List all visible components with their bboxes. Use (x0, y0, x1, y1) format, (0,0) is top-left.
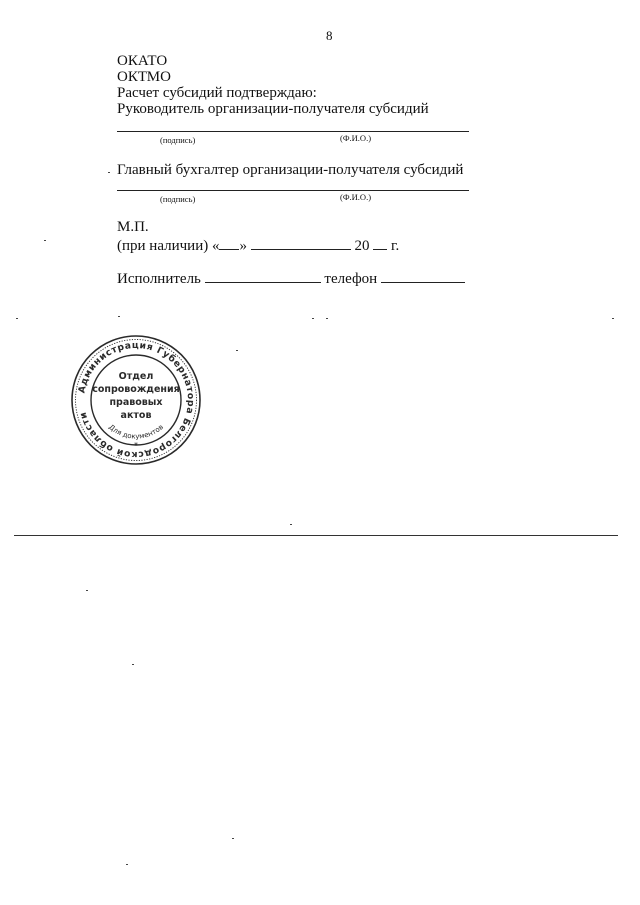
page-number: 8 (326, 28, 333, 43)
confirm-text: Расчет субсидий подтверждаю: (117, 85, 317, 101)
okato-label: ОКАТО (117, 53, 168, 69)
executor-blank (205, 269, 321, 283)
scan-speck (612, 318, 614, 319)
stamp-inner-line-4: актов (120, 410, 152, 421)
date-prefix: (при наличии) « (117, 238, 220, 254)
stamp-bottom-text: Для документов (107, 422, 165, 441)
scan-speck (132, 664, 134, 665)
mp-label: М.П. (117, 219, 149, 235)
accountant-signature-caption: (подпись) (160, 194, 196, 204)
date-mid: » (239, 238, 247, 254)
head-signature-caption: (подпись) (160, 135, 196, 145)
executor-label: Исполнитель (117, 271, 201, 287)
head-text: Руководитель организации-получателя субсидий (117, 101, 429, 117)
scan-speck (290, 524, 292, 525)
year-blank (373, 236, 387, 250)
accountant-fio-caption: (Ф.И.О.) (340, 192, 372, 202)
date-line (117, 236, 399, 255)
accountant-signature-line (117, 190, 469, 191)
day-blank (219, 236, 239, 250)
scan-speck (16, 318, 18, 319)
scan-speck (312, 318, 314, 319)
page-divider-line (14, 535, 618, 536)
scan-speck (86, 590, 88, 591)
phone-blank (381, 269, 465, 283)
month-blank (251, 236, 351, 250)
oktmo-label: ОКТМО (117, 69, 171, 85)
stamp-graphic (70, 334, 202, 466)
scan-speck (126, 864, 128, 865)
scan-speck (44, 240, 46, 241)
scan-speck (326, 318, 328, 319)
scan-speck (236, 350, 238, 351)
scan-speck (108, 172, 110, 173)
year-suffix: г. (390, 238, 400, 254)
stamp-outer-text: Администрация Губернатора Белгородской области (76, 339, 197, 461)
accountant-text: Главный бухгалтер организации-получателя субсидий (117, 162, 464, 178)
year-prefix: 20 (354, 238, 370, 254)
stamp-inner-line-2: сопровождения (92, 384, 180, 395)
executor-line (117, 269, 465, 288)
phone-label: телефон (324, 271, 378, 287)
stamp-inner-line-3: правовых (109, 397, 163, 408)
stamp-inner-line-1: Отдел (118, 371, 154, 382)
head-fio-caption: (Ф.И.О.) (340, 133, 372, 143)
stamp-star-icon: * (134, 441, 138, 450)
scan-speck (232, 838, 234, 839)
scan-speck (118, 316, 120, 317)
head-signature-line (117, 131, 469, 132)
official-stamp (70, 334, 202, 466)
